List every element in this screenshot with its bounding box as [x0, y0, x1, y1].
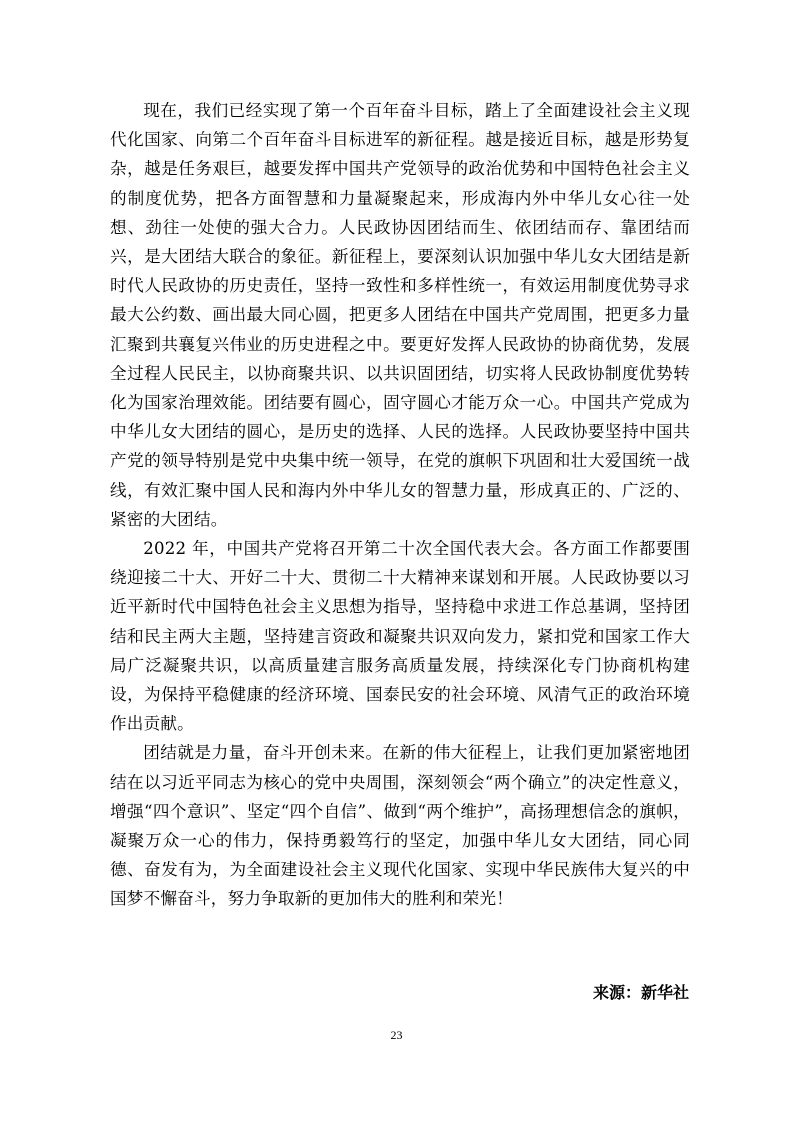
- source-attribution: 来源：新华社: [592, 983, 689, 1002]
- article-body: [110, 96, 690, 914]
- page-number: 23: [390, 1028, 403, 1042]
- paragraph-1: 现在，我们已经实现了第一个百年奋斗目标，踏上了全面建设社会主义现代化国家、向第二个百年奋斗目标进军的新征程。越是接近目标，越是形势复杂，越是任务艰巨，越要发挥中国共产党领导的政治优势和中国特色社会主义的制度优势，把各方面智慧和力量凝聚起来，形成海内外中华儿女心往一处想、劲往一处使的强大合力。人民政协因团结而生、依团结而存、靠团结而兴，是大团结大联合的象征。新征程上，要深刻认识加强中华儿女大团结是新时代人民政协的历史责任，坚持一致性和多样性统一，有效运用制度优势寻求最大公约数、画出最大同心圆，把更多人团结在中国共产党周围，把更多力量汇聚到共襄复兴伟业的历史进程之中。要更好发挥人民政协的协商优势，发展全过程人民民主，以协商聚共识、以共识固团结，切实将人民政协制度优势转化为国家治理效能。团结要有圆心，固守圆心才能万众一心。中国共产党成为中华儿女大团结的圆心，是历史的选择、人民的选择。人民政协要坚持中国共产党的领导特别是党中央集中统一领导，在党的旗帜下巩固和壮大爱国统一战线，有效汇聚中国人民和海内外中华儿女的智慧力量，形成真正的、广泛的、紧密的大团结。: [110, 101, 690, 529]
- paragraph-2: 2022 年，中国共产党将召开第二十次全国代表大会。各方面工作都要围绕迎接二十大、开好二十大、贯彻二十大精神来谋划和开展。人民政协要以习近平新时代中国特色社会主义思想为指导，坚持稳中求进工作总基调，坚持团结和民主两大主题，坚持建言资政和凝聚共识双向发力，紧扣党和国家工作大局广泛凝聚共识，以高质量建言服务高质量发展，持续深化专门协商机构建设，为保持平稳健康的经济环境、国泰民安的社会环境、风清气正的政治环境作出贡献。: [110, 539, 690, 734]
- paragraph-3: 团结就是力量，奋斗开创未来。在新的伟大征程上，让我们更加紧密地团结在以习近平同志为核心的党中央周围，深刻领会“两个确立”的决定性意义，增强“四个意识”、坚定“四个自信”、做到“两个维护”，高扬理想信念的旗帜，凝聚万众一心的伟力，保持勇毅笃行的坚定，加强中华儿女大团结，同心同德、奋发有为，为全面建设社会主义现代化国家、实现中华民族伟大复兴的中国梦不懈奋斗，努力争取新的更加伟大的胜利和荣光！: [110, 743, 690, 909]
